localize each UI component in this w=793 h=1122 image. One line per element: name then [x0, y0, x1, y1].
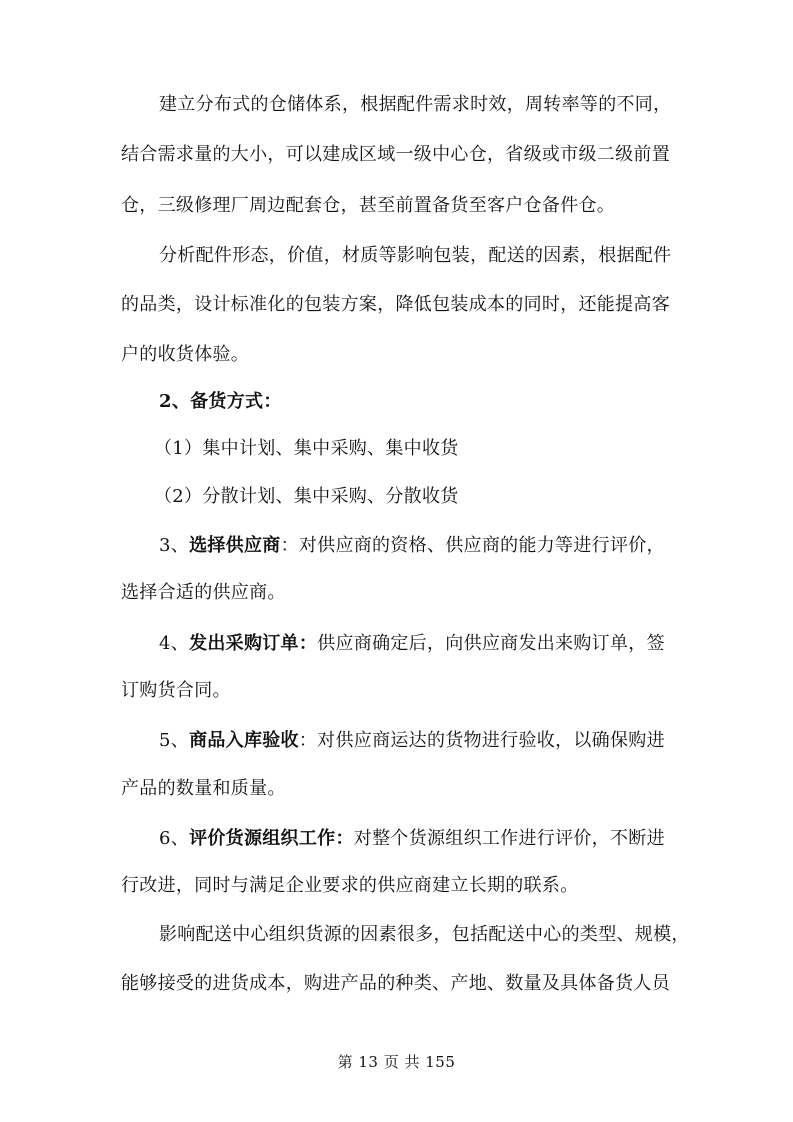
item-6-line-1 [159, 826, 714, 852]
item-3-text: ：对供应商的资格、供应商的能力等进行评价， [280, 535, 665, 556]
item-4-line-2: 订购货合同。 [121, 680, 231, 701]
item-3-title: 选择供应商 [189, 535, 281, 556]
paragraph-factors-line-2: 能够接受的进货成本，购进产品的种类、产地、数量及具体备货人员 [121, 973, 670, 994]
item-6-title: 评价货源组织工作： [189, 828, 354, 849]
item-5-text: ：对供应商运达的货物进行验收，以确保购进 [298, 730, 665, 751]
item-6-text: 对整个货源组织工作进行评价，不断进 [353, 828, 665, 849]
item-4-line-1 [159, 631, 714, 657]
paragraph-packaging-line-2: 的品类，设计标准化的包装方案，降低包装成本的同时，还能提高客 [121, 294, 670, 315]
item-6-line-2: 行改进，同时与满足企业要求的供应商建立长期的联系。 [121, 875, 579, 896]
page-number-footer: 第 13 页 共 155 [337, 1053, 456, 1071]
item-3-line-1 [159, 533, 714, 559]
item-5-number: 5、 [159, 730, 190, 751]
paragraph-storage-line-2: 结合需求量的大小，可以建成区域一级中心仓，省级或市级二级前置 [121, 144, 670, 165]
item-5-line-1 [159, 728, 714, 754]
stocking-option-1: （1）集中计划、集中采购、集中收货 [154, 438, 459, 459]
item-4-text: 供应商确定后，向供应商发出来购订单，签 [317, 633, 665, 654]
paragraph-factors-line-1: 影响配送中心组织货源的因素很多，包括配送中心的类型、规模， [159, 924, 690, 945]
paragraph-storage-line-3: 仓，三级修理厂周边配套仓，甚至前置备货至客户仓备件仓。 [121, 195, 616, 216]
stocking-option-2: （2）分散计划、集中采购、分散收货 [154, 486, 459, 507]
paragraph-storage-line-1: 建立分布式的仓储体系，根据配件需求时效，周转率等的不同， [159, 94, 672, 115]
heading-stocking-method: 2、备货方式： [159, 391, 282, 412]
item-4-title: 发出采购订单： [189, 633, 318, 654]
item-4-number: 4、 [159, 633, 190, 654]
item-5-title: 商品入库验收 [189, 730, 299, 751]
paragraph-packaging-line-3: 户的收货体验。 [121, 344, 250, 365]
item-5-line-2: 产品的数量和质量。 [121, 778, 286, 799]
item-3-number: 3、 [159, 535, 190, 556]
item-6-number: 6、 [159, 828, 190, 849]
paragraph-packaging-line-1: 分析配件形态，价值，材质等影响包装，配送的因素，根据配件 [159, 245, 672, 266]
item-3-line-2: 选择合适的供应商。 [121, 582, 286, 603]
